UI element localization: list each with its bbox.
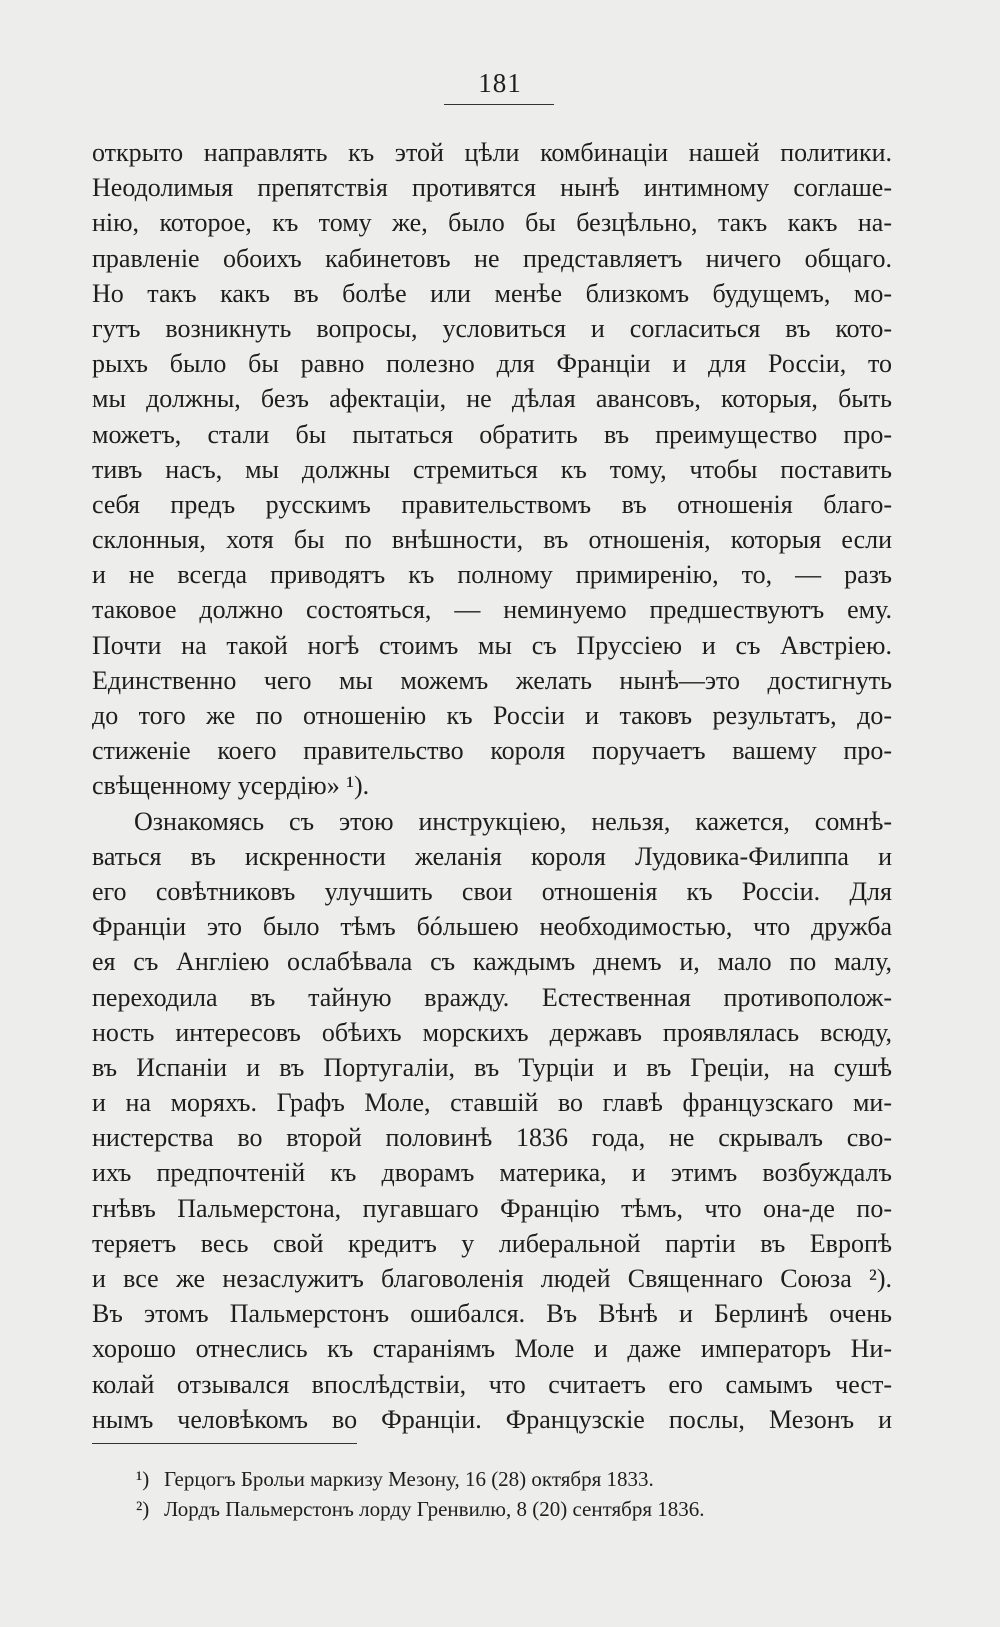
text-line: Почти на такой ногѣ стоимъ мы съ Пруссіею и съ Австріею.	[92, 630, 892, 660]
text-line: Единственно чего мы можемъ желать нынѣ—это достигнуть	[92, 665, 892, 695]
footnote-1	[136, 1464, 850, 1494]
body-text	[92, 135, 892, 1437]
text-line: Франціи это было тѣмъ бóльшею необходимостью, что дружба	[92, 912, 892, 942]
text-line: нію, которое, къ тому же, было бы безцѣльно, такъ какъ на-	[92, 208, 892, 238]
text-line: правленіе обоихъ кабинетовъ не представляетъ ничего общаго.	[92, 243, 892, 273]
text-line: теряетъ весь свой кредитъ у либеральной партіи въ Европѣ	[92, 1228, 892, 1258]
text-line: таковое должно состояться, — неминуемо предшествуютъ ему.	[92, 595, 892, 625]
footnote-rule	[92, 1443, 357, 1444]
text-line: колай отзывался впослѣдствіи, что считаетъ его самымъ чест-	[92, 1369, 892, 1399]
text-line: тивъ насъ, мы должны стремиться къ тому, чтобы поставить	[92, 454, 892, 484]
text-line: въ Испаніи и въ Португаліи, въ Турціи и въ Греціи, на сушѣ	[92, 1052, 892, 1082]
text-line: рыхъ было бы равно полезно для Франціи и для Россіи, то	[92, 349, 892, 379]
text-line: Но такъ какъ въ болѣе или менѣе близкомъ будущемъ, мо-	[92, 278, 892, 308]
text-line: до того же по отношенію къ Россіи и таковъ результатъ, до-	[92, 701, 892, 730]
header-rule	[444, 104, 554, 105]
text-line: Неодолимыя препятствія противятся нынѣ интимному соглаше-	[92, 173, 892, 203]
text-line: открыто направлять къ этой цѣли комбинаціи нашей политики.	[92, 138, 892, 167]
text-line: и все же незаслужитъ благоволенія людей Священнаго Союза ²).	[92, 1264, 892, 1293]
text-line: ея съ Англіею ослабѣвала съ каждымъ днемъ и, мало по малу,	[92, 947, 892, 977]
text-line: себя предъ русскимъ правительствомъ въ отношенія благо-	[92, 489, 892, 519]
text-line: его совѣтниковъ улучшить свои отношенія къ Россіи. Для	[92, 876, 892, 906]
footnotes	[136, 1464, 850, 1524]
text-line: гутъ возникнуть вопросы, условиться и согласиться въ кото-	[92, 313, 892, 343]
text-line: и на моряхъ. Графъ Моле, ставшій во главѣ французскаго ми-	[92, 1088, 892, 1118]
footnote-text: Герцогъ Брольи маркизу Мезону, 16 (28) октября 1833.	[164, 1467, 654, 1491]
text-line: и не всегда приводятъ къ полному примиренію, то, — разъ	[92, 560, 892, 590]
text-line: хорошо отнеслись къ стараніямъ Моле и даже императоръ Ни-	[92, 1334, 892, 1364]
text-line: ихъ предпочтеній къ дворамъ материка, и этимъ возбуждалъ	[92, 1158, 892, 1188]
text-line: свѣщенному усердію» ¹).	[92, 771, 370, 801]
footnote-text: Лордъ Пальмерстонъ лорду Гренвилю, 8 (20) сентября 1836.	[164, 1497, 705, 1521]
text-line: мы должны, безъ афектаціи, не дѣлая авансовъ, которыя, быть	[92, 384, 892, 414]
footnote-mark: ²)	[136, 1497, 150, 1521]
text-line: склонныя, хотя бы по внѣшности, въ отношенія, которыя если	[92, 525, 892, 555]
text-line: ность интересовъ обѣихъ морскихъ державъ проявлялась всюду,	[92, 1017, 892, 1047]
text-line: нистерства во второй половинѣ 1836 года, не скрывалъ сво-	[92, 1123, 892, 1153]
page-number: 181	[478, 68, 522, 98]
text-line: ваться въ искренности желанія короля Лудовика-Филиппа и	[92, 841, 892, 871]
text-line: гнѣвъ Пальмерстона, пугавшаго Францію тѣмъ, что она-де по-	[92, 1193, 892, 1223]
text-line: Ознакомясь съ этою инструкціею, нельзя, кажется, сомнѣ-	[134, 806, 892, 836]
text-line: переходила въ тайную вражду. Естественная противополож-	[92, 982, 892, 1012]
text-line: нымъ человѣкомъ во Франціи. Французскіе послы, Мезонъ и	[92, 1404, 892, 1434]
text-line: стиженіе коего правительство короля поручаетъ вашему про-	[92, 736, 892, 766]
text-line: Въ этомъ Пальмерстонъ ошибался. Въ Вѣнѣ и Берлинѣ очень	[92, 1299, 892, 1329]
footnote-2	[136, 1494, 850, 1524]
text-line: можетъ, стали бы пытаться обратить въ преимущество про-	[92, 419, 892, 449]
footnote-mark: ¹)	[136, 1467, 150, 1491]
